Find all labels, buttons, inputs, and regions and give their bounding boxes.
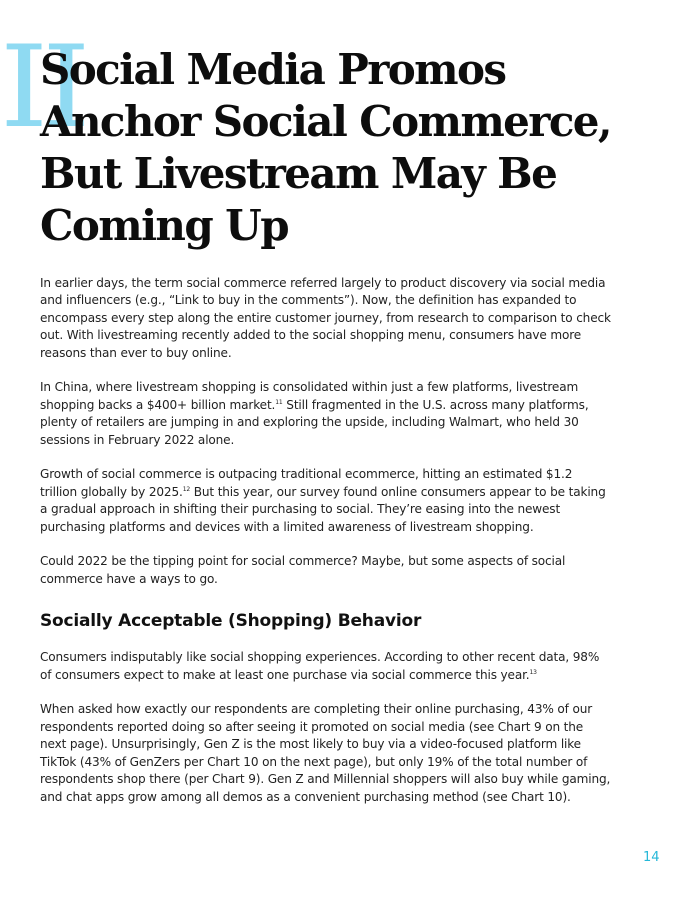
text-line: Consumers indisputably like social shopping experiences. According to other recent data, 98% [40, 650, 600, 665]
paragraph-china [40, 379, 660, 449]
text-line [40, 484, 660, 501]
text-segment: Still fragmented in the U.S. across many platforms, [282, 397, 589, 412]
text-line: a gradual approach in shifting their purchasing to social. They’re easing into the newest [40, 502, 561, 517]
section-subheading: Socially Acceptable (Shopping) Behavior [40, 611, 422, 632]
page-number: 14 [643, 850, 660, 865]
text-line: respondents reported doing so after seeing it promoted on social media (see Chart 9 on the [40, 719, 584, 734]
title-line: But Livestream May Be [40, 149, 557, 198]
paragraph-respondents [40, 701, 660, 805]
text-line: encompass every step along the entire customer journey, from research to comparison to check [40, 310, 611, 325]
text-line: and influencers (e.g., “Link to buy in the comments”). Now, the definition has expanded to [40, 293, 577, 308]
text-segment: shopping backs a $400+ billion market. [40, 397, 276, 412]
footnote-ref: 12 [182, 485, 191, 493]
text-line: When asked how exactly our respondents are completing their online purchasing, 43% of our [40, 702, 593, 717]
text-segment: trillion globally by 2025. [40, 484, 183, 499]
text-line: sessions in February 2022 alone. [40, 432, 235, 447]
article-body [40, 275, 660, 823]
paragraph-tipping-point [40, 553, 660, 588]
text-line [40, 397, 660, 414]
text-line: purchasing platforms and devices with a limited awareness of livestream shopping. [40, 519, 534, 534]
paragraph-intro [40, 275, 660, 362]
text-line: out. With livestreaming recently added to the social shopping menu, consumers have more [40, 328, 582, 343]
text-line: commerce have a ways to go. [40, 571, 218, 586]
text-line: respondents shop there (per Chart 9). Gen Z and Millennial shoppers will also buy while gaming, [40, 772, 611, 787]
text-line: TikTok (43% of GenZers per Chart 10 on the next page), but only 19% of the total number of [40, 754, 588, 769]
title-line: Social Media Promos [40, 45, 506, 94]
text-line: plenty of retailers are jumping in and exploring the upside, including Walmart, who held 30 [40, 415, 579, 430]
text-segment: of consumers expect to make at least one purchase via social commerce this year. [40, 667, 530, 682]
title-line: Anchor Social Commerce, [40, 97, 611, 146]
text-line [40, 667, 660, 684]
page-title [40, 44, 660, 252]
paragraph-consumers [40, 649, 660, 684]
text-line: Growth of social commerce is outpacing traditional ecommerce, hitting an estimated $1.2 [40, 467, 573, 482]
text-line: Could 2022 be the tipping point for social commerce? Maybe, but some aspects of social [40, 554, 566, 569]
text-line: reasons than ever to buy online. [40, 345, 232, 360]
footnote-ref: 13 [529, 668, 537, 676]
text-line: In China, where livestream shopping is consolidated within just a few platforms, livestream [40, 380, 579, 395]
footnote-ref: 11 [275, 398, 283, 406]
text-line: In earlier days, the term social commerce referred largely to product discovery via social media [40, 276, 606, 290]
paragraph-growth [40, 466, 660, 536]
text-line: and chat apps grow among all demos as a convenient purchasing method (see Chart 10). [40, 789, 571, 804]
section-numeral: II [0, 20, 85, 153]
title-line: Coming Up [40, 201, 288, 250]
text-line: next page). Unsurprisingly, Gen Z is the most likely to buy via a video-focused platform like [40, 737, 581, 752]
text-segment: But this year, our survey found online consumers appear to be taking [190, 484, 606, 499]
